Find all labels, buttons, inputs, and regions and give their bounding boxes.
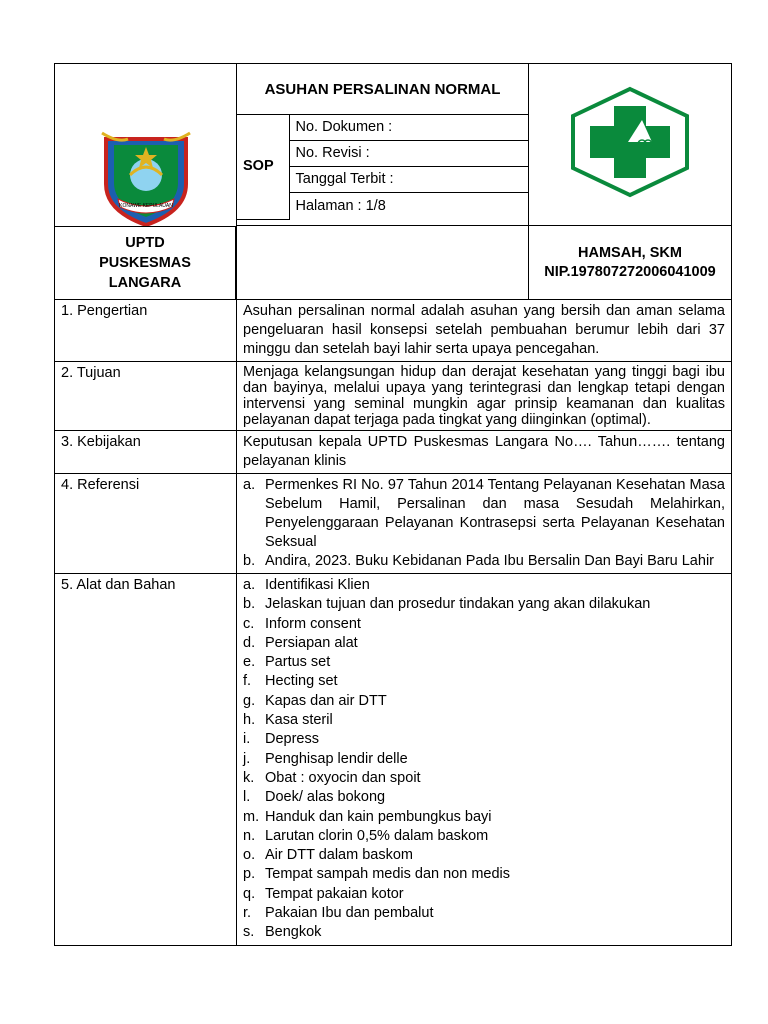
unit-line-3: LANGARA <box>108 275 182 291</box>
label-kebijakan: 3. Kebijakan <box>55 431 237 474</box>
text-tujuan: Menjaga kelangsungan hidup dan derajat kesehatan yang tinggi bagi ibu dan bayinya, melalui upaya yang terintegrasi dan lengkap tetapi dengan intervensi yang seminal mungkin agar prinsip keamanan dan kualitas pelayanan dapat terjaga pada tingkat yang diinginkan (optimal). <box>237 362 732 431</box>
label-tujuan: 2. Tujuan <box>55 362 237 431</box>
document-title: ASUHAN PERSALINAN NORMAL <box>237 64 528 115</box>
list-alat-bahan <box>237 574 732 946</box>
signer-name: HAMSAH, SKM <box>578 244 682 261</box>
blank-cell <box>237 226 529 300</box>
meta-dokumen: No. Dokumen : <box>289 115 528 141</box>
list-item: j. Penghisap lendir delle <box>243 750 408 767</box>
label-referensi: 4. Referensi <box>55 474 237 574</box>
list-item: r. Pakaian Ibu dan pembalut <box>243 905 434 922</box>
list-item: o. Air DTT dalam baskom <box>243 847 413 864</box>
signer-cell <box>529 226 732 300</box>
list-item: d. Persiapan alat <box>243 634 358 651</box>
puskesmas-logo <box>568 86 692 198</box>
svg-text:KONAWE KEPULAUAN: KONAWE KEPULAUAN <box>118 202 173 209</box>
row-referensi <box>55 474 732 574</box>
list-item: a. Identifikasi Klien <box>243 577 370 593</box>
text-pengertian: Asuhan persalinan normal adalah asuhan yang bersih dan aman selama pengeluaran hasil konsepsi setelah pembuahan berumur lebih dari 37 minggu dan setelah bayi lahir serta upaya pencegahan. <box>237 300 732 362</box>
row-kebijakan <box>55 431 732 474</box>
unit-line-1: UPTD <box>125 235 165 251</box>
sop-label: SOP <box>237 115 289 220</box>
sop-document <box>54 63 731 946</box>
list-item: a. Permenkes RI No. 97 Tahun 2014 Tentang Pelayanan Kesehatan Masa Sebelum Hamil, Persalinan dan masa Sesudah Melahirkan, Penyelenggaraan Pelayanan Kontrasepsi serta Pelayanan Kesehatan Seksual <box>243 477 725 550</box>
list-item: f. Hecting set <box>243 673 338 690</box>
unit-line-2: PUSKESMAS <box>99 255 191 271</box>
list-item: k. Obat : oxyocin dan spoit <box>243 769 421 786</box>
list-item: h. Kasa steril <box>243 712 333 729</box>
unit-name <box>54 226 236 299</box>
row-tujuan <box>55 362 732 431</box>
list-item: q. Tempat pakaian kotor <box>243 885 404 902</box>
row-pengertian <box>55 300 732 362</box>
row-alat-bahan <box>55 574 732 946</box>
list-item: e. Partus set <box>243 654 331 671</box>
label-alat-bahan: 5. Alat dan Bahan <box>55 574 237 946</box>
regency-crest-logo <box>98 129 194 229</box>
meta-halaman: Halaman : 1/8 <box>295 197 386 214</box>
sop-body-table <box>54 299 732 946</box>
signer-nip: NIP.197807272006041009 <box>544 263 716 280</box>
text-kebijakan: Keputusan kepala UPTD Puskesmas Langara No…. Tahun……. tentang pelayanan klinis <box>237 431 732 474</box>
list-item: p. Tempat sampah medis dan non medis <box>243 866 511 883</box>
list-item: c. Inform consent <box>243 615 361 632</box>
list-item: l. Doek/ alas bokong <box>243 789 386 806</box>
list-item: s. Bengkok <box>243 924 322 941</box>
meta-tanggal-terbit: Tanggal Terbit : <box>289 167 528 193</box>
list-referensi <box>237 474 732 574</box>
list-item: m. Handuk dan kain pembungkus bayi <box>243 808 492 825</box>
title-meta-cell <box>237 64 529 226</box>
meta-revisi: No. Revisi : <box>289 141 528 167</box>
list-item: n. Larutan clorin 0,5% dalam baskom <box>243 827 489 844</box>
label-pengertian: 1. Pengertian <box>55 300 237 362</box>
list-item: b. Andira, 2023. Buku Kebidanan Pada Ibu Bersalin Dan Bayi Baru Lahir <box>243 553 714 569</box>
list-item: g. Kapas dan air DTT <box>243 692 387 709</box>
puskesmas-logo-cell <box>529 64 732 226</box>
list-item: b. Jelaskan tujuan dan prosedur tindakan yang akan dilakukan <box>243 596 651 613</box>
list-item: i. Depress <box>243 731 319 748</box>
